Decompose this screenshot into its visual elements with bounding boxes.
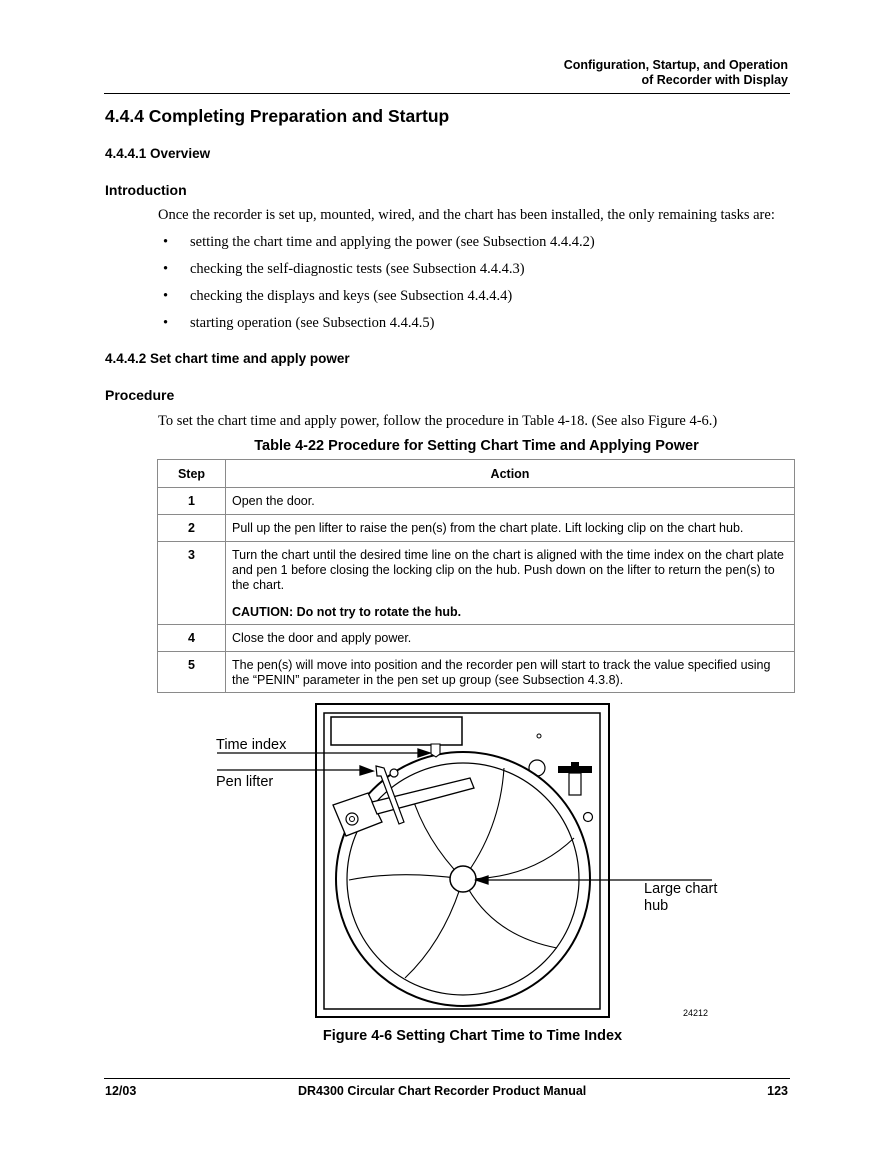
header-line-1: Configuration, Startup, and Operation — [563, 58, 788, 72]
chart-recorder-figure — [200, 700, 740, 1030]
bullet-icon: • — [163, 234, 169, 250]
table-header-row — [158, 460, 795, 488]
footer-manual-title: DR4300 Circular Chart Recorder Product Manual — [298, 1084, 587, 1098]
header-line-2: of Recorder with Display — [641, 73, 788, 87]
list-item-text: starting operation (see Subsection 4.4.4.5) — [190, 315, 435, 331]
section-title: 4.4.4 Completing Preparation and Startup — [105, 106, 450, 126]
table-row — [158, 488, 795, 515]
procedure-heading: Procedure — [105, 387, 175, 403]
step-cell: 2 — [158, 515, 226, 542]
page-header — [564, 58, 788, 88]
action-cell: Open the door. — [226, 488, 795, 515]
step-cell: 5 — [158, 652, 226, 693]
list-item — [163, 260, 595, 287]
post-top — [571, 762, 579, 767]
bullet-icon: • — [163, 315, 169, 331]
procedure-table — [157, 459, 795, 693]
table-row — [158, 515, 795, 542]
header-rule — [104, 93, 790, 94]
label-pen-lifter: Pen lifter — [216, 774, 274, 790]
table-title: Table 4-22 Procedure for Setting Chart Time and Applying Power — [254, 438, 699, 454]
column-header-action: Action — [226, 460, 795, 488]
caution-text: CAUTION: Do not try to rotate the hub. — [232, 605, 462, 619]
display-window — [331, 717, 462, 745]
footer-date: 12/03 — [105, 1084, 137, 1098]
action-cell — [226, 542, 795, 625]
post-stem — [569, 773, 581, 795]
column-header-step: Step — [158, 460, 226, 488]
list-item — [163, 287, 595, 314]
page-number: 123 — [767, 1084, 788, 1098]
introduction-heading: Introduction — [105, 182, 187, 198]
time-index-pointer — [431, 744, 440, 757]
list-item-text: checking the self-diagnostic tests (see Subsection 4.4.4.3) — [190, 261, 525, 277]
step-cell: 4 — [158, 625, 226, 652]
label-time-index: Time index — [216, 737, 287, 753]
step-cell: 1 — [158, 488, 226, 515]
action-cell: The pen(s) will move into position and the recorder pen will start to track the value specified using the “PENIN” parameter in the pen set up group (see Subsection 4.3.8). — [226, 652, 795, 693]
table-row — [158, 652, 795, 693]
chart-hub — [450, 866, 476, 892]
bullet-icon: • — [163, 288, 169, 304]
action-text: Turn the chart until the desired time line on the chart is aligned with the time index on the chart plate and pen 1 before closing the locking clip on the hub. Push down on the lifter to return the pen(s) to the chart. — [232, 548, 784, 592]
figure-code: 24212 — [683, 1008, 709, 1018]
label-hub: hub — [644, 898, 669, 914]
footer-rule — [104, 1078, 790, 1079]
action-cell: Pull up the pen lifter to raise the pen(s) from the chart plate. Lift locking clip on the chart hub. — [226, 515, 795, 542]
task-list — [163, 233, 595, 341]
list-item-text: setting the chart time and applying the power (see Subsection 4.4.4.2) — [190, 234, 595, 250]
bullet-icon: • — [163, 261, 169, 277]
post-cap — [558, 766, 592, 773]
table-row — [158, 542, 795, 625]
list-item — [163, 233, 595, 260]
overview-heading: 4.4.4.1 Overview — [105, 146, 211, 161]
set-chart-heading: 4.4.4.2 Set chart time and apply power — [105, 351, 350, 366]
figure-caption: Figure 4-6 Setting Chart Time to Time Index — [322, 1028, 623, 1044]
table-row — [158, 625, 795, 652]
list-item-text: checking the displays and keys (see Subsection 4.4.4.4) — [190, 288, 513, 304]
list-item — [163, 314, 595, 341]
mount-hole — [584, 813, 593, 822]
action-cell: Close the door and apply power. — [226, 625, 795, 652]
label-large-chart: Large chart — [644, 881, 718, 897]
step-cell: 3 — [158, 542, 226, 625]
introduction-text: Once the recorder is set up, mounted, wired, and the chart has been installed, the only remaining tasks are: — [158, 207, 775, 223]
procedure-text: To set the chart time and apply power, follow the procedure in Table 4-18. (See also Figure 4-6.) — [158, 413, 718, 429]
